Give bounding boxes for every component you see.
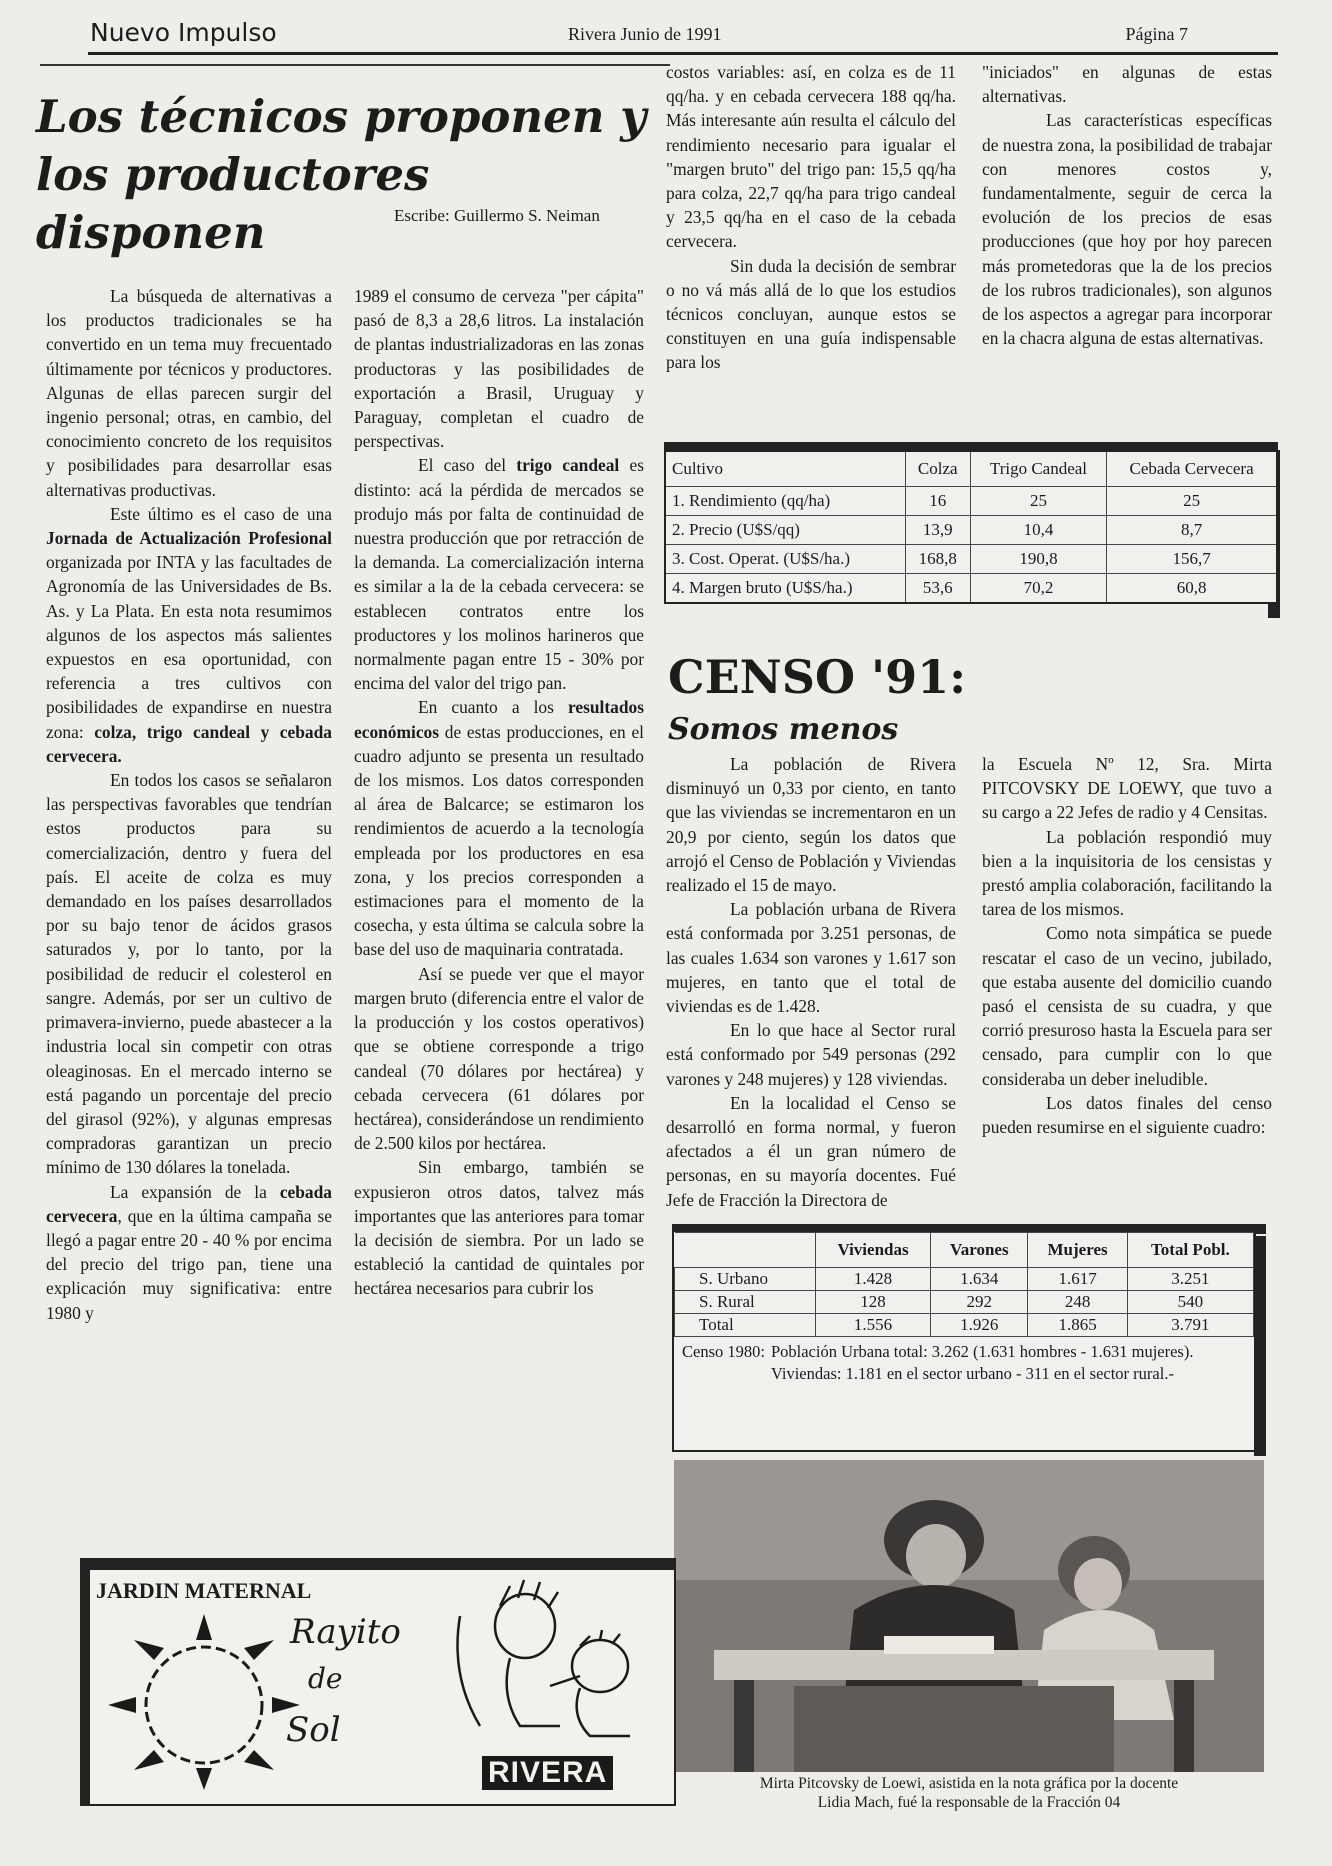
table-cell: 60,8 <box>1107 574 1277 604</box>
table-cell: Total <box>675 1314 816 1337</box>
table-cell: 190,8 <box>970 545 1106 574</box>
caption-line-2: Lidia Mach, fué la responsable de la Fracción 04 <box>817 1794 1121 1811</box>
newspaper-name: Nuevo Impulso <box>90 18 277 47</box>
paragraph: La expansión de la cebada cervecera, que en la última campaña se llegó a pagar entre 20 - 40 % por encima del precio del trigo pan, tiene una explicación muy significativa: entre 1980 y <box>46 1181 332 1323</box>
table-cell: 10,4 <box>970 516 1106 545</box>
ad-line-de: de <box>308 1662 343 1695</box>
table-cell: 292 <box>931 1291 1028 1314</box>
table-cell: 25 <box>1107 487 1277 516</box>
paragraph: costos variables: así, en colza es de 11 qq/ha. y en cebada cervecera 188 qq/ha. Más interesante aún resulta el cálculo del rendimiento necesario para igualar el "margen bruto" del trigo pan: 15,5 qq/ha para colza, 22,7 qq/ha para trigo candeal y 23,5 qq/ha en el caso de la cebada cervecera. <box>666 62 956 252</box>
paragraph: El caso del trigo candeal es distinto: acá la pérdida de mercados se produjo más por falta de continuidad de nuestra producción que por retracción de la demanda. La comercialización interna es similar a la de la cebada cervecera: se establecen contratos entre los productores y los molinos harineros que normalmente pagan entre 15 - 30% por encima del valor del trigo pan. <box>354 455 644 694</box>
ad-line-rayito: Rayito <box>290 1612 401 1652</box>
table-cell: 25 <box>970 487 1106 516</box>
table-header: Total Pobl. <box>1127 1233 1253 1268</box>
table-header-row <box>665 447 1277 487</box>
paragraph: La población urbana de Rivera está conformada por 3.251 personas, de las cuales 1.634 son varones y 1.617 son mujeres, en tanto que el total de viviendas es de 1.428. <box>666 899 956 1017</box>
paragraph: La población respondió muy bien a la inquisitoria de los censistas y prestó amplia colaboración, facilitando la tarea de los mismos. <box>982 826 1272 920</box>
paragraph: Sin duda la decisión de sembrar o no vá más allá de lo que los estudios técnicos concluyan, aunque estos se constituyen en una guía indispensable para los <box>666 255 956 373</box>
table-row <box>675 1268 1254 1291</box>
article-byline: Escribe: Guillermo S. Neiman <box>394 206 600 225</box>
headline-line-2: los productores disponen <box>36 148 430 259</box>
paragraph: Las características específicas de nuestra zona, la posibilidad de trabajar con menores costos y, fundamentalmente, seguir de cerca la evolución de los precios de esas producciones (que hoy por hoy parecen más prometedoras que la de los precios de los rubros tradicionales), son algunos de los aspectos a agregar para incorporar en la chacra alguna de estas alternativas. <box>982 110 1272 349</box>
table-cell: 16 <box>905 487 970 516</box>
headline-rule <box>40 64 670 66</box>
headline-line-1: Los técnicos proponen y <box>36 90 647 143</box>
table-header: Mujeres <box>1028 1233 1127 1268</box>
table-cell: 53,6 <box>905 574 970 604</box>
page-number: Página 7 <box>1125 24 1188 44</box>
paragraph: En lo que hace al Sector rural está conformado por 549 personas (292 varones y 248 mujeres) y 128 viviendas. <box>666 1020 956 1089</box>
paragraph: Sin embargo, también se expusieron otros datos, talvez más importantes que las anteriores para tomar la decisión de siembra. Por un lado se estableció la cantidad de quintales por hectárea necesarios para cubrir los <box>354 1157 644 1299</box>
table-cell: S. Rural <box>675 1291 816 1314</box>
article-column-3 <box>666 60 956 375</box>
table-header: Cultivo <box>665 447 905 487</box>
censo-column-1 <box>666 752 956 1212</box>
ad-line-sol: Sol <box>286 1710 341 1750</box>
table-header: Colza <box>905 447 970 487</box>
paragraph: Como nota simpática se puede rescatar el caso de un vecino, jubilado, que estaba ausente del domicilio cuando pasó el censista de su cuadra, y que corrió presuroso hasta la Escuela para ser censado, para cumplir con lo que consideraba un deber ineludible. <box>982 923 1272 1089</box>
table-row <box>665 487 1277 516</box>
table-header <box>675 1233 816 1268</box>
table-cell: 1.865 <box>1028 1314 1127 1337</box>
advertisement <box>80 1558 676 1806</box>
paragraph: la Escuela Nº 12, Sra. Mirta PITCOVSKY DE LOEWY, que tuvo a su cargo a 22 Jefes de radio y 4 Censitas. <box>982 754 1272 823</box>
table-cell: 156,7 <box>1107 545 1277 574</box>
table-cell: 248 <box>1028 1291 1127 1314</box>
paragraph: Este último es el caso de una Jornada de Actualización Profesional organizada por INTA y las facultades de Agronomía de las Universidades de Bs. As. y La Plata. En esta nota resumimos algunos de los aspectos más salientes expuestos en esa oportunidad, con referencia a tres cultivos con posibilidades de expandirse en nuestra zona: colza, trigo candeal y cebada cervecera. <box>46 503 332 766</box>
paragraph: 1989 el consumo de cerveza "per cápita" pasó de 8,3 a 28,6 litros. La instalación de plantas industrializadoras en las zonas productoras y las posibilidades de exportación a Brasil, Uruguay y Paraguay, completan el cuadro de perspectivas. <box>354 286 644 452</box>
table-cell: 3.251 <box>1127 1268 1253 1291</box>
paragraph: "iniciados" en algunas de estas alternativas. <box>982 62 1272 107</box>
table-header: Viviendas <box>815 1233 930 1268</box>
table-header: Cebada Cervecera <box>1107 447 1277 487</box>
note-text: Población Urbana total: 3.262 (1.631 hombres - 1.631 mujeres). Viviendas: 1.181 en el sector urbano - 311 en el sector rural.- <box>770 1342 1194 1383</box>
table-cell: 1.634 <box>931 1268 1028 1291</box>
table-cell: 4. Margen bruto (U$S/ha.) <box>665 574 905 604</box>
ad-title: JARDIN MATERNAL <box>96 1578 312 1603</box>
table-row <box>665 574 1277 604</box>
children-illustration <box>440 1576 660 1756</box>
article-headline <box>36 88 656 262</box>
table-row <box>675 1291 1254 1314</box>
table-cell: S. Urbano <box>675 1268 816 1291</box>
table-cell: 1.926 <box>931 1314 1028 1337</box>
census-1980-note <box>674 1337 1254 1389</box>
paragraph: La población de Rivera disminuyó un 0,33 por ciento, en tanto que las viviendas se incrementaron en un 20,9 por ciento, según los datos que arrojó el Censo de Población y Viviendas realizado el 15 de mayo. <box>666 754 956 896</box>
table-row <box>675 1314 1254 1337</box>
ad-brand-logo: RIVERA <box>482 1756 613 1790</box>
note-label: Censo 1980: <box>682 1342 765 1361</box>
table-row <box>665 516 1277 545</box>
table-cell: 3.791 <box>1127 1314 1253 1337</box>
table-header-row <box>675 1233 1254 1268</box>
table-cell: 2. Precio (U$S/qq) <box>665 516 905 545</box>
table-cell: 1.556 <box>815 1314 930 1337</box>
paragraph: Los datos finales del censo pueden resumirse en el siguiente cuadro: <box>982 1092 1272 1138</box>
table-header: Varones <box>931 1233 1028 1268</box>
table-row <box>665 545 1277 574</box>
census-photo <box>674 1460 1264 1772</box>
photo-caption <box>674 1774 1264 1812</box>
table-cell: 1. Rendimiento (qq/ha) <box>665 487 905 516</box>
censo-column-2 <box>982 752 1272 1139</box>
masthead <box>88 16 1278 55</box>
crops-table <box>664 442 1278 604</box>
table-header: Trigo Candeal <box>970 447 1106 487</box>
photo-illustration <box>674 1460 1264 1772</box>
paragraph: En cuanto a los resultados económicos de estas producciones, en el cuadro adjunto se presenta un resultado de los mismos. Los datos corresponden al área de Balcarce; se estimaron los rendimientos de acuerdo a la tecnología empleada por los productores en esa zona, y los precios corresponden a estimaciones para el momento de la cosecha, y esta última se calcula sobre la base del uso de maquinaria contratada. <box>354 697 644 960</box>
censo-subheadline: Somos menos <box>668 712 899 747</box>
table-cell: 13,9 <box>905 516 970 545</box>
table-cell: 168,8 <box>905 545 970 574</box>
census-table-box <box>672 1230 1256 1452</box>
paragraph: En todos los casos se señalaron las perspectivas favorables que tendrían estos productos para su comercialización, dentro y fuera del país. El aceite de colza es muy demandado en los países desarrollados por su bajo tenor de ácidos grasos saturados y, por lo tanto, por la posibilidad de reducir el colesterol en sangre. Además, por ser un cultivo de primavera-invierno, puede abastecer a la industria local sin competir con otras oleaginosas. En el mercado interno se está pagando un porcentaje del precio del girasol (92%), y algunas empresas compradoras garantizan un precio mínimo de 130 dólares la tonelada. <box>46 770 332 1178</box>
caption-line-1: Mirta Pitcovsky de Loewi, asistida en la nota gráfica por la docente <box>759 1775 1179 1792</box>
table-cell: 8,7 <box>1107 516 1277 545</box>
census-table <box>674 1232 1254 1337</box>
article-column-1 <box>46 284 332 1325</box>
article-column-2 <box>354 284 644 1301</box>
article-column-4 <box>982 60 1272 350</box>
table-cell: 3. Cost. Operat. (U$S/ha.) <box>665 545 905 574</box>
issue-date: Rivera Junio de 1991 <box>568 24 722 44</box>
sun-icon <box>104 1610 304 1790</box>
table-cell: 70,2 <box>970 574 1106 604</box>
table-cell: 1.428 <box>815 1268 930 1291</box>
paragraph: La búsqueda de alternativas a los productos tradicionales se ha convertido en un tema muy frecuentado últimamente por técnicos y productores. Algunas de ellas parecen surgir del ingenio personal; otras, en cambio, del conocimiento concreto de los requisitos y posibilidades para desarrollar esas alternativas productivas. <box>46 286 332 500</box>
censo-headline: CENSO '91: <box>668 650 967 704</box>
table-cell: 1.617 <box>1028 1268 1127 1291</box>
table-cell: 128 <box>815 1291 930 1314</box>
paragraph: Así se puede ver que el mayor margen bruto (diferencia entre el valor de la producción y los costos operativos) que se obtiene corresponde a trigo candeal (70 dólares por hectárea) y cebada cervecera (61 dólares por hectárea), considerándose un rendimiento de 2.500 kilos por hectárea. <box>354 963 644 1154</box>
paragraph: En la localidad el Censo se desarrolló en forma normal, y fueron afectados a él un gran número de personas, en su mayoría docentes. Fué Jefe de Fracción la Directora de <box>666 1092 956 1210</box>
table-cell: 540 <box>1127 1291 1253 1314</box>
